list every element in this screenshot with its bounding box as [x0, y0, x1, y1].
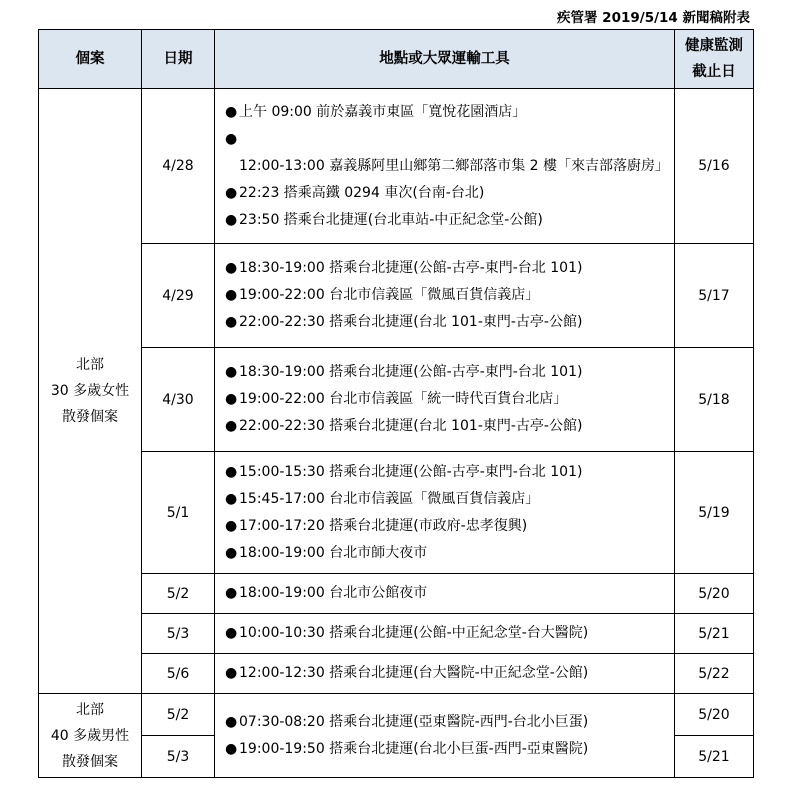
bullet-icon: ●: [225, 713, 238, 730]
list-item: [225, 207, 666, 234]
monitor-end-cell: 5/21: [675, 736, 754, 778]
list-item: [225, 486, 666, 513]
case-cell: [39, 89, 142, 694]
item-text: 15:45-17:00 台北市信義區「微風百貨信義店」: [239, 490, 540, 507]
list-item: [225, 99, 666, 126]
place-cell: [215, 574, 675, 614]
list-item: [225, 580, 666, 607]
date-cell: 5/1: [142, 452, 215, 574]
item-text: 23:50 搭乘台北捷運(台北車站-中正紀念堂-公館): [239, 211, 543, 228]
list-item: [225, 282, 666, 309]
item-text: 18:30-19:00 搭乘台北捷運(公館-古亭-東門-台北 101): [239, 364, 583, 380]
place-cell: [215, 348, 675, 452]
list-item: [225, 255, 666, 282]
table-row: [39, 348, 754, 452]
table-row: [39, 452, 754, 574]
table-row: [39, 244, 754, 348]
bullet-icon: ●: [225, 544, 238, 561]
case-demographic: 40 多歲男性: [50, 727, 130, 744]
monitor-end-cell: 5/21: [675, 614, 754, 654]
bullet-icon: ●: [225, 287, 238, 303]
bullet-icon: ●: [225, 517, 238, 534]
list-item: [225, 386, 666, 413]
monitor-end-cell: 5/20: [675, 694, 754, 736]
item-text: 19:00-22:00 台北市信義區「統一時代百貨台北店」: [239, 391, 568, 407]
list-item: [225, 309, 666, 336]
header-monitor-line1: 健康監測: [685, 38, 743, 54]
bullet-icon: ●: [225, 130, 238, 147]
date-cell: 4/30: [142, 348, 215, 452]
place-cell: [215, 452, 675, 574]
place-cell: [215, 654, 675, 694]
case-demographic: 30 多歲女性: [50, 383, 130, 399]
bullet-icon: ●: [225, 184, 238, 201]
date-cell: 5/2: [142, 574, 215, 614]
place-cell: [215, 244, 675, 348]
bullet-icon: ●: [225, 364, 238, 380]
list-item: [225, 413, 666, 440]
date-cell: 5/3: [142, 736, 215, 778]
bullet-icon: ●: [225, 625, 238, 641]
header-monitor-line2: 截止日: [692, 64, 736, 80]
date-cell: 4/28: [142, 89, 215, 244]
case-type: 散發個案: [62, 753, 118, 770]
list-item: [225, 736, 666, 763]
item-text: 07:30-08:20 搭乘台北捷運(亞東醫院-西門-台北小巨蛋): [239, 713, 589, 730]
table-row: [39, 614, 754, 654]
header-row: [39, 30, 754, 89]
table-row: [39, 574, 754, 614]
exposure-table: [38, 29, 754, 778]
bullet-icon: ●: [225, 211, 238, 228]
bullet-icon: ●: [225, 260, 238, 276]
date-cell: 5/3: [142, 614, 215, 654]
item-text: 15:00-15:30 搭乘台北捷運(公館-古亭-東門-台北 101): [239, 463, 583, 480]
item-text: 18:30-19:00 搭乘台北捷運(公館-古亭-東門-台北 101): [239, 260, 583, 276]
list-item: [225, 660, 666, 687]
header-case: 個案: [39, 30, 142, 89]
case-region: 北部: [76, 357, 104, 373]
item-text: 22:23 搭乘高鐵 0294 車次(台南-台北): [239, 184, 485, 201]
bullet-icon: ●: [225, 314, 238, 330]
list-item: [225, 620, 666, 647]
bullet-icon: ●: [225, 665, 238, 681]
header-date: 日期: [142, 30, 215, 89]
list-item: [225, 709, 666, 736]
item-text: 上午 09:00 前於嘉義市東區「寬悅花園酒店」: [239, 103, 527, 120]
bullet-icon: ●: [225, 740, 238, 757]
case-cell: [39, 694, 142, 778]
date-cell: 5/6: [142, 654, 215, 694]
item-text: 22:00-22:30 搭乘台北捷運(台北 101-東門-古亭-公館): [239, 314, 583, 330]
item-text: 19:00-22:00 台北市信義區「微風百貨信義店」: [239, 287, 540, 303]
list-item: [225, 540, 666, 567]
bullet-icon: ●: [225, 463, 238, 480]
date-cell: 5/2: [142, 694, 215, 736]
bullet-icon: ●: [225, 490, 238, 507]
place-cell: [215, 694, 675, 778]
item-text: 18:00-19:00 台北市公館夜市: [239, 585, 428, 601]
table-row: [39, 654, 754, 694]
case-type: 散發個案: [62, 409, 118, 425]
item-text: 12:00-13:00 嘉義縣阿里山鄉第二鄉部落市集 2 樓「來吉部落廚房」: [239, 157, 669, 174]
date-cell: 4/29: [142, 244, 215, 348]
bullet-icon: ●: [225, 391, 238, 407]
table-row: [39, 694, 754, 736]
list-item: [225, 359, 666, 386]
attachment-title: 疾管署 2019/5/14 新聞稿附表: [556, 10, 750, 26]
bullet-icon: ●: [225, 418, 238, 434]
item-text: 10:00-10:30 搭乘台北捷運(公館-中正紀念堂-台大醫院): [239, 625, 589, 641]
table-row: [39, 89, 754, 244]
item-text: 12:00-12:30 搭乘台北捷運(台大醫院-中正紀念堂-公館): [239, 665, 589, 681]
case-region: 北部: [76, 701, 104, 718]
monitor-end-cell: 5/19: [675, 452, 754, 574]
bullet-icon: ●: [225, 585, 238, 601]
list-item: [225, 459, 666, 486]
monitor-end-cell: 5/22: [675, 654, 754, 694]
monitor-end-cell: 5/17: [675, 244, 754, 348]
bullet-icon: ●: [225, 103, 238, 120]
place-cell: [215, 89, 675, 244]
list-item: [225, 513, 666, 540]
header-place: 地點或大眾運輸工具: [215, 30, 675, 89]
place-cell: [215, 614, 675, 654]
list-item: [225, 180, 666, 207]
item-text: 19:00-19:50 搭乘台北捷運(台北小巨蛋-西門-亞東醫院): [239, 740, 589, 757]
item-text: 17:00-17:20 搭乘台北捷運(市政府-忠孝復興): [239, 517, 528, 534]
monitor-end-cell: 5/20: [675, 574, 754, 614]
monitor-end-cell: 5/18: [675, 348, 754, 452]
item-text: 18:00-19:00 台北市師大夜市: [239, 544, 428, 561]
item-text: 22:00-22:30 搭乘台北捷運(台北 101-東門-古亭-公館): [239, 418, 583, 434]
list-item: [225, 126, 669, 180]
monitor-end-cell: 5/16: [675, 89, 754, 244]
header-monitor-end: [675, 30, 754, 89]
